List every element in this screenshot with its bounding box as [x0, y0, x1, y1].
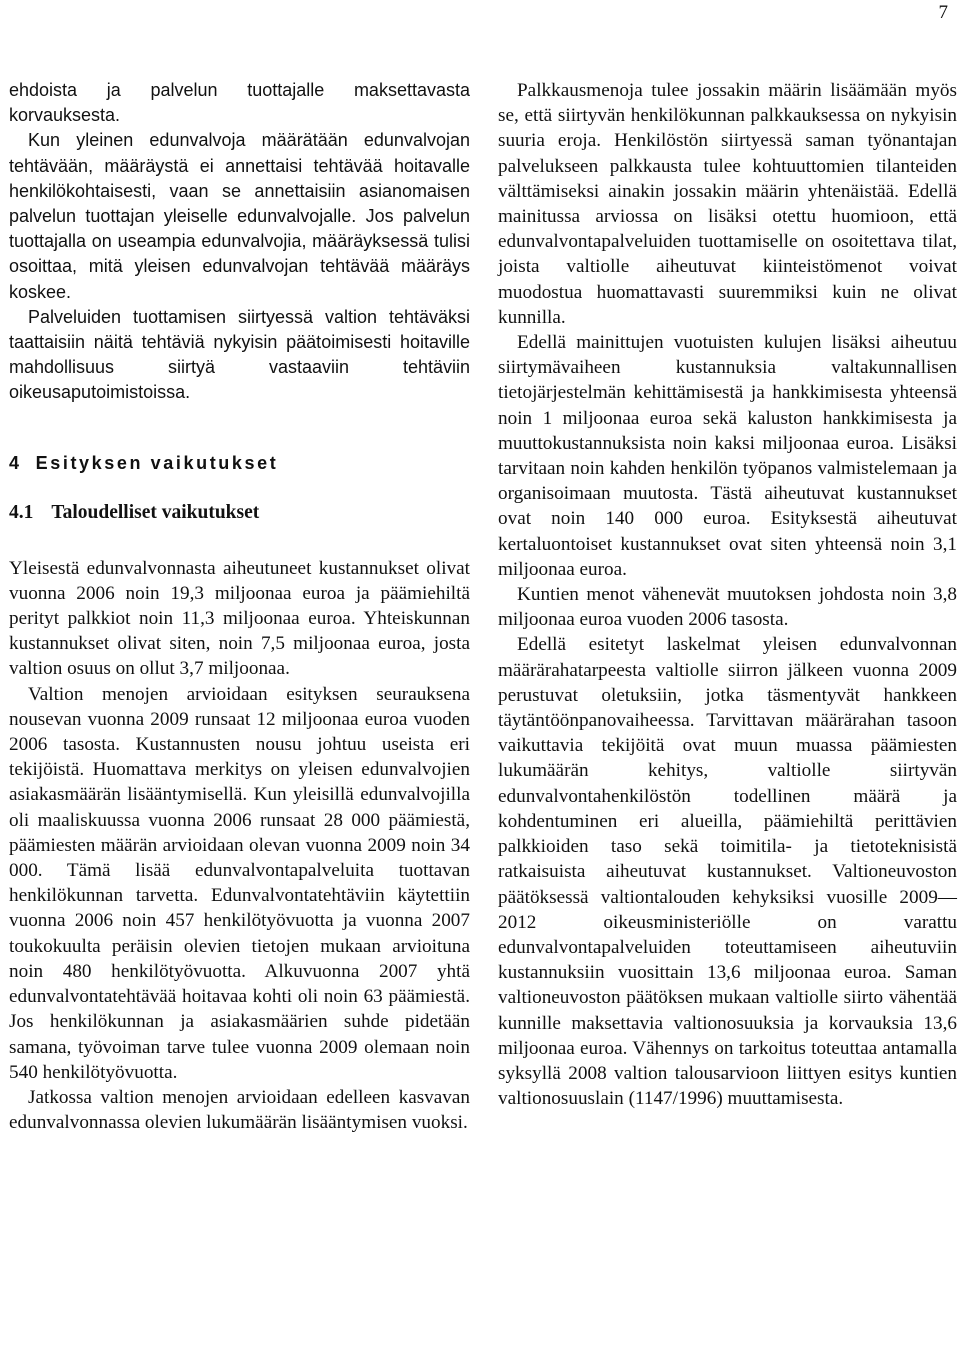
left-column [9, 78, 470, 1135]
paragraph-budget-assumptions: Edellä esitetyt laskelmat yleisen edunvalvonnan määrärahatarpeesta valtiolle siirron jälkeen vuonna 2009 perustuvat oletuksiin, jotka täsmentyvät hankkeen täytäntöönpanovaiheessa. Tarvittavan määrärahan tasoon vaikuttavia tekijöitä ovat muun muassa päämiesten lukumäärän kehitys, valtiolle siirtyvän edunvalvontahenkilöstön todellinen määrä ja kohdentuminen eri alueilla, päämiehiltä perittävien palkkioiden taso sekä toimitila- ja tietoteknisistä ratkaisuista aiheutuvat kustannukset. Valtioneuvoston päätöksessä valtiontalouden kehyksiksi vuosille 2009—2012 oikeusministeriölle on varattu edunvalvontapalveluiden toteuttamiseen aiheutuviin kustannuksiin vuosittain 13,6 miljoonaa euroa. Saman valtioneuvoston päätöksen mukaan valtiolle siirto vähentää kunnille maksettavia valtionosuuksia ja korvauksia 13,6 miljoonaa euroa. Vähennys on tarkoitus toteuttaa antamalla syksyllä 2008 valtion talousarvioon liittyen esitys kuntien valtionosuuslain (1147/1996) muuttamisesta. [498, 634, 957, 1110]
right-column [498, 78, 957, 1111]
paragraph-staff-transfer: Palveluiden tuottamisen siirtyessä valtion tehtäväksi taattaisiin näitä tehtäviä nykyisin päätoimisesti hoitaville mahdollisuus siirtyä vastaaviin tehtäviin oikeusaputoimistoissa. [9, 306, 470, 403]
paragraph-costs-2006: Yleisestä edunvalvonnasta aiheutuneet kustannukset olivat vuonna 2006 noin 19,3 miljoonaa euroa ja päämiehiltä perityt palkkiot noin 11,3 miljoonaa euroa. Yhteiskunnan kustannukset olivat siten, noin 7,5 miljoonaa euroa, josta valtion osuus on ollut 3,7 miljoonaa. [9, 557, 470, 680]
left-sans-block [9, 78, 470, 406]
paragraph-state-expenses: Valtion menojen arvioidaan esityksen seurauksena nousevan vuonna 2009 runsaat 12 miljoonaa euroa vuoden 2006 tasosta. Kustannusten nousu johtuu useista eri tekijöistä. Huomattava merkitys on yleisen edunvalvojien asiakasmäärän lisääntymisellä. Kun yleisillä edunvalvojilla oli maaliskuussa vuonna 2006 runsaat 28 000 päämiestä, päämiesten määrän arvioidaan olevan vuonna 2009 noin 34 000. Tämä lisää edunvalvontapalveluita tuottavan henkilökunnan tarvetta. Edunvalvontatehtäviin käytettiin vuonna 2006 noin 457 henkilötyövuotta ja vuonna 2007 toukokuulta peräisin olevien tietojen mukaan arvioituna noin 480 henkilötyövuotta. Alkuvuonna 2007 yhtä edunvalvontatehtävää hoitavaa kohti oli noin 63 päämiestä. Jos henkilökunnan ja asiakasmäärien suhde pidetään samana, työvoiman tarve tulee vuonna 2009 olemaan noin 540 henkilötyövuotta. [9, 683, 470, 1083]
chapter-number: 4 [9, 452, 22, 473]
page-number: 7 [938, 2, 948, 23]
section-title: Taloudelliset vaikutukset [51, 501, 260, 523]
paragraph-transition-costs: Edellä mainittujen vuotuisten kulujen lisäksi aiheutuu siirtymävaiheen kustannuksia valtakunnallisen tietojärjestelmän kehittämisestä ja hankkimisesta yhteensä noin 1 miljoonaa euroa sekä kaluston hankkimisesta ja muuttokustannuksista noin kaksi miljoonaa euroa. Lisäksi tarvitaan noin kahden henkilön työpanos valmistelemaan ja organisoimaan muutosta. Tästä aiheutuvat kustannukset ovat noin 140 000 euroa. Esityksestä aiheutuvat kertaluontoiset kustannukset ovat siten yhteensä noin 3,1 miljoonaa euroa. [498, 332, 957, 580]
paragraph-general-guardian-appointment: Kun yleinen edunvalvoja määrätään edunvalvojan tehtävään, määräystä ei annettaisi tehtävää hoitavalle henkilökohtaisesti, vaan se annettaisiin asianomaisen palvelun tuottajan yleiselle edunvalvojalle. Jos palvelun tuottajalla on useampia edunvalvojia, määräyksessä tulisi osoittaa, mitä yleisen edunvalvojan tehtävää määräys koskee. [9, 130, 470, 302]
section-number: 4.1 [9, 501, 34, 523]
chapter-heading [9, 451, 470, 476]
paragraph-municipal-expenses: Kuntien menot vähenevät muutoksen johdosta noin 3,8 miljoonaa euroa vuoden 2006 tasosta. [498, 584, 957, 631]
chapter-title: Esityksen vaikutukset [35, 452, 279, 473]
paragraph-future-growth: Jatkossa valtion menojen arvioidaan edelleen kasvavan edunvalvonnassa olevien lukumäärän lisääntymisen vuoksi. [9, 1086, 470, 1134]
section-heading [9, 500, 470, 525]
paragraph-salary-costs: Palkkausmenoja tulee jossakin määrin lisäämään myös se, että siirtyvän henkilökunnan palkkauksessa on nykyisin suuria eroja. Henkilöstön siirtyessä saman työnantajan palvelukseen palkkausta tulee kohtuuttomien tilanteiden välttämiseksi ainakin jossakin määrin yhtenäistää. Edellä mainitussa arviossa on lisäksi otettu huomioon, että edunvalvontapalveluiden tuottamiselle on osoitettava tilat, joista valtiolle aiheutuvat kiinteistömenot voivat muodostua huomattavasti suuremmiksi kuin ne olivat kunnilla. [498, 80, 957, 328]
paragraph-continued: ehdoista ja palvelun tuottajalle maksettavasta korvauksesta. [9, 80, 470, 126]
